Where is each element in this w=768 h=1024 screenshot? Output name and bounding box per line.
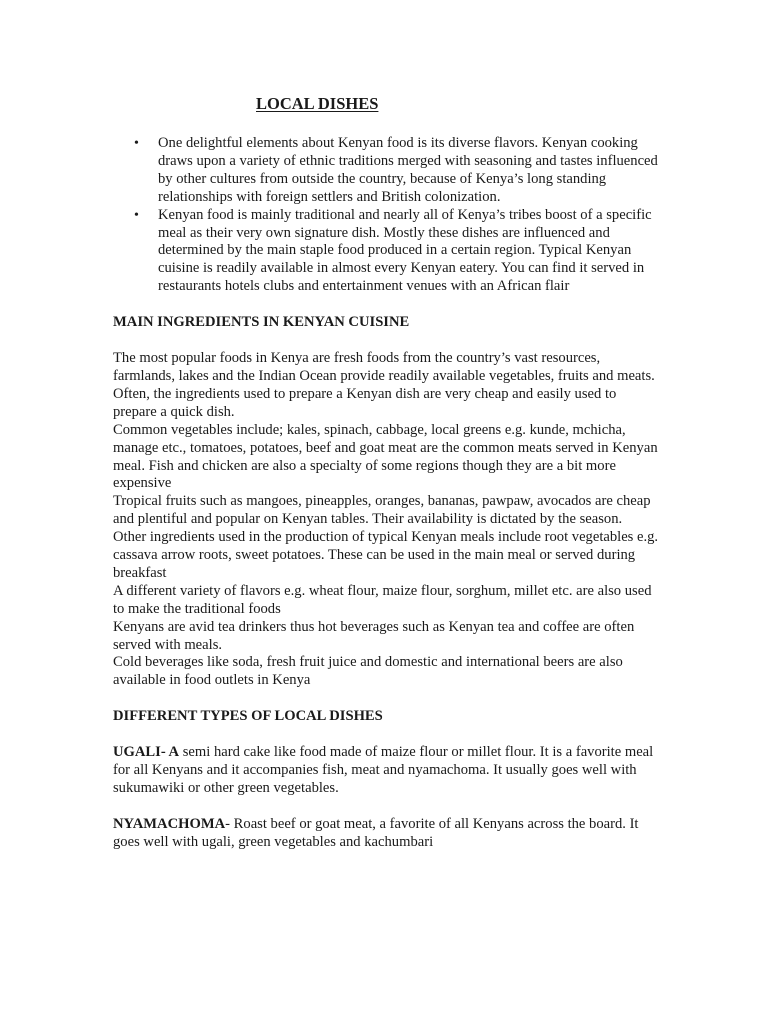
- ingredients-section: [113, 350, 663, 690]
- paragraph: The most popular foods in Kenya are fresh foods from the country’s vast resources, farmlands, lakes and the Indian Ocean provide readily available vegetables, fruits and meats. Often, the ingredients used to prepare a Kenyan dish are very cheap and easily used to prepare a quick dish.: [113, 350, 655, 420]
- dish-entry-ugali: [113, 744, 663, 798]
- ingredients-heading: MAIN INGREDIENTS IN KENYAN CUISINE: [113, 314, 410, 331]
- dishes-heading: DIFFERENT TYPES OF LOCAL DISHES: [113, 708, 383, 725]
- paragraph: Cold beverages like soda, fresh fruit juice and domestic and international beers are also available in food outlets in Kenya: [113, 654, 623, 689]
- dish-name: NYAMACHOMA: [113, 815, 226, 832]
- dish-entry-nyamachoma: [113, 816, 663, 852]
- paragraph: Common vegetables include; kales, spinach, cabbage, local greens e.g. kunde, mchicha, manage etc., tomatoes, potatoes, beef and goat meat are the common meats served in Kenyan meal. Fish and chicken are also a specialty of some regions though they are a bit more expensive: [113, 421, 658, 492]
- dish-description: semi hard cake like food made of maize flour or millet flour. It is a favorite meal for all Kenyans and it accompanies fish, meat and nyamachoma. It usually goes well with sukumawiki or other green vegetables.: [113, 744, 654, 796]
- dish-description: - Roast beef or goat meat, a favorite of all Kenyans across the board. It goes well with ugali, green vegetables and kachumbari: [113, 815, 639, 850]
- paragraph: Kenyans are avid tea drinkers thus hot beverages such as Kenyan tea and coffee are often served with meals.: [113, 618, 635, 653]
- intro-bullet-list: [113, 135, 663, 296]
- dish-name: UGALI- A: [113, 744, 180, 761]
- bullet-text: Kenyan food is mainly traditional and nearly all of Kenya’s tribes boost of a specific meal as their very own signature dish. Mostly these dishes are influenced and determined by the main staple food produced in a certain region. Typical Kenyan cuisine is readily available in almost every Kenyan eatery. You can find it served in restaurants hotels clubs and entertainment venues with an African flair: [158, 206, 652, 295]
- bullet-item: [134, 135, 663, 207]
- document-page: [113, 94, 663, 852]
- bullet-icon: •: [134, 136, 139, 151]
- bullet-item: [134, 206, 663, 297]
- paragraph: A different variety of flavors e.g. wheat flour, maize flour, sorghum, millet etc. are also used to make the traditional foods: [113, 582, 652, 617]
- bullet-icon: •: [134, 207, 139, 223]
- paragraph: Other ingredients used in the production of typical Kenyan meals include root vegetables e.g. cassava arrow roots, sweet potatoes. These can be used in the main meal or served during breakfast: [113, 529, 659, 581]
- paragraph: Tropical fruits such as mangoes, pineapples, oranges, bananas, pawpaw, avocados are cheap and plentiful and popular on Kenyan tables. Their availability is dictated by the season.: [113, 493, 651, 528]
- bullet-text: One delightful elements about Kenyan food is its diverse flavors. Kenyan cooking draws upon a variety of ethnic traditions merged with seasoning and tastes influenced by other cultures from outside the country, because of Kenya’s long standing relationships with foreign settlers and British colonization.: [158, 135, 658, 205]
- document-title: LOCAL DISHES: [256, 94, 379, 113]
